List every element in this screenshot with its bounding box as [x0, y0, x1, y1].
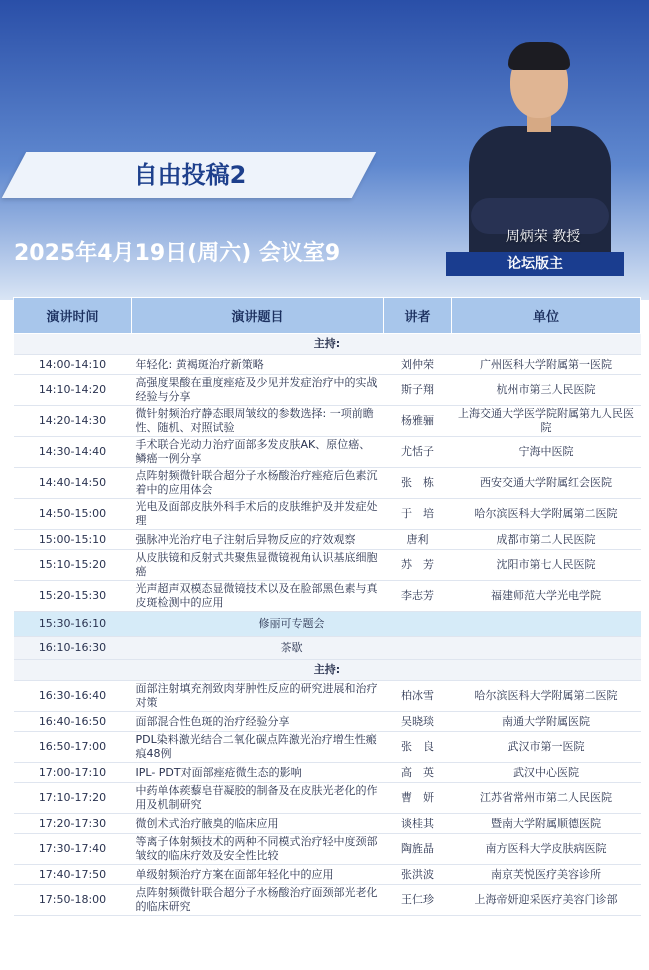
table-cell-topic: 年轻化: 黄褐斑治疗新策略	[132, 355, 384, 375]
tea-break-row	[14, 637, 641, 660]
table-cell-speaker: 杨雅骊	[384, 406, 452, 437]
table-cell-topic: 等离子体射频技术的两种不同模式治疗轻中度颈部皱纹的临床疗效及安全性比较	[132, 834, 384, 865]
table-row	[14, 499, 641, 530]
table-cell-time: 16:10-16:30	[14, 637, 132, 660]
table-cell-unit: 南方医科大学皮肤病医院	[452, 834, 641, 865]
table-cell-speaker: 李志芳	[384, 581, 452, 612]
table-cell-topic: 点阵射频微针联合超分子水杨酸治疗面颈部光老化的临床研究	[132, 885, 384, 916]
table-cell-time: 15:30-16:10	[14, 612, 132, 637]
section-label: 主持:	[14, 660, 641, 681]
host-name: 周炳荣 教授	[505, 229, 581, 245]
table-cell-time: 17:00-17:10	[14, 763, 132, 783]
session-title: 自由投稿2	[133, 161, 247, 189]
table-cell-topic: 微创术式治疗腋臭的临床应用	[132, 814, 384, 834]
section-title: 修丽可专题会	[132, 612, 452, 637]
table-cell-speaker: 苏 芳	[384, 550, 452, 581]
host-label-row	[14, 660, 641, 681]
table-cell-time: 14:00-14:10	[14, 355, 132, 375]
table-cell-time: 16:30-16:40	[14, 681, 132, 712]
table-cell-speaker: 斯子翔	[384, 375, 452, 406]
table-cell-empty	[452, 637, 641, 660]
table-cell-topic: PDL染料激光结合二氧化碳点阵激光治疗增生性瘢痕48例	[132, 732, 384, 763]
table-cell-unit: 西安交通大学附属红会医院	[452, 468, 641, 499]
table-row	[14, 406, 641, 437]
table-cell-time: 14:50-15:00	[14, 499, 132, 530]
table-header-row	[14, 298, 641, 334]
section-label: 主持:	[14, 334, 641, 355]
table-cell-topic: 面部混合性色斑的治疗经验分享	[132, 712, 384, 732]
special-session-row	[14, 612, 641, 637]
table-cell-speaker: 柏冰雪	[384, 681, 452, 712]
schedule-table	[13, 297, 641, 916]
table-cell-speaker: 陶旌晶	[384, 834, 452, 865]
table-cell-speaker: 谈桂其	[384, 814, 452, 834]
table-cell-unit: 宁海中医院	[452, 437, 641, 468]
table-row	[14, 885, 641, 916]
table-cell-unit: 哈尔滨医科大学附属第二医院	[452, 499, 641, 530]
table-cell-topic: 强脉冲光治疗电子注射后异物反应的疗效观察	[132, 530, 384, 550]
col-topic-header: 演讲题目	[132, 298, 384, 334]
table-cell-speaker: 曹 妍	[384, 783, 452, 814]
date-room: 2025年4月19日(周六) 会议室9	[14, 241, 341, 266]
host-role-badge: 论坛版主	[446, 252, 624, 276]
table-cell-topic: 面部注射填充剂致肉芽肿性反应的研究进展和治疗对策	[132, 681, 384, 712]
col-time-header: 演讲时间	[14, 298, 132, 334]
table-row	[14, 814, 641, 834]
table-cell-unit: 上海帝妍迎采医疗美容门诊部	[452, 885, 641, 916]
table-cell-time: 17:20-17:30	[14, 814, 132, 834]
table-row	[14, 834, 641, 865]
table-cell-topic: 点阵射频微针联合超分子水杨酸治疗痤疮后色素沉着中的应用体会	[132, 468, 384, 499]
col-unit-header: 单位	[452, 298, 641, 334]
section-title: 茶歇	[132, 637, 452, 660]
table-cell-unit: 沈阳市第七人民医院	[452, 550, 641, 581]
table-cell-time: 15:10-15:20	[14, 550, 132, 581]
table-cell-topic: 光电及面部皮肤外科手术后的皮肤维护及并发症处理	[132, 499, 384, 530]
table-cell-topic: 高强度果酸在重度痤疮及少见并发症治疗中的实战经验与分享	[132, 375, 384, 406]
table-row	[14, 550, 641, 581]
table-row	[14, 681, 641, 712]
table-cell-unit: 南京芙悦医疗美容诊所	[452, 865, 641, 885]
table-cell-time: 14:30-14:40	[14, 437, 132, 468]
table-cell-unit: 江苏省常州市第二人民医院	[452, 783, 641, 814]
table-cell-unit: 哈尔滨医科大学附属第二医院	[452, 681, 641, 712]
table-cell-unit: 广州医科大学附属第一医院	[452, 355, 641, 375]
table-cell-speaker: 高 英	[384, 763, 452, 783]
table-cell-unit: 武汉中心医院	[452, 763, 641, 783]
table-cell-speaker: 张 栋	[384, 468, 452, 499]
table-row	[14, 783, 641, 814]
table-row	[14, 375, 641, 406]
table-cell-time: 15:20-15:30	[14, 581, 132, 612]
table-cell-topic: 光声超声双模态显微镜技术以及在脸部黑色素与真皮斑检测中的应用	[132, 581, 384, 612]
table-row	[14, 581, 641, 612]
table-row	[14, 865, 641, 885]
table-cell-time: 17:40-17:50	[14, 865, 132, 885]
table-row	[14, 763, 641, 783]
table-cell-speaker: 唐利	[384, 530, 452, 550]
table-row	[14, 712, 641, 732]
table-cell-speaker: 刘仲荣	[384, 355, 452, 375]
table-cell-unit: 暨南大学附属顺德医院	[452, 814, 641, 834]
table-cell-time: 14:10-14:20	[14, 375, 132, 406]
table-cell-speaker: 尤恬子	[384, 437, 452, 468]
table-cell-unit: 杭州市第三人民医院	[452, 375, 641, 406]
table-cell-unit: 成都市第二人民医院	[452, 530, 641, 550]
table-row	[14, 530, 641, 550]
table-cell-topic: 单级射频治疗方案在面部年轻化中的应用	[132, 865, 384, 885]
table-cell-topic: 微针射频治疗静态眼周皱纹的参数选择: 一项前瞻性、随机、对照试验	[132, 406, 384, 437]
table-cell-speaker: 张 良	[384, 732, 452, 763]
table-cell-time: 15:00-15:10	[14, 530, 132, 550]
table-cell-topic: 中药单体蒺藜皂苷凝胶的制备及在皮肤光老化的作用及机制研究	[132, 783, 384, 814]
table-row	[14, 468, 641, 499]
table-cell-time: 17:10-17:20	[14, 783, 132, 814]
table-row	[14, 355, 641, 375]
host-portrait	[465, 38, 615, 256]
table-row	[14, 437, 641, 468]
table-cell-time: 16:40-16:50	[14, 712, 132, 732]
table-cell-speaker: 王仁珍	[384, 885, 452, 916]
table-cell-unit: 福建师范大学光电学院	[452, 581, 641, 612]
table-cell-speaker: 张洪波	[384, 865, 452, 885]
col-speaker-header: 讲者	[384, 298, 452, 334]
table-cell-time: 17:50-18:00	[14, 885, 132, 916]
table-cell-topic: 从皮肤镜和反射式共聚焦显微镜视角认识基底细胞癌	[132, 550, 384, 581]
table-cell-speaker: 吴晓琰	[384, 712, 452, 732]
table-row	[14, 732, 641, 763]
table-cell-empty	[452, 612, 641, 637]
host-label-row	[14, 334, 641, 355]
table-cell-unit: 武汉市第一医院	[452, 732, 641, 763]
table-cell-time: 14:40-14:50	[14, 468, 132, 499]
table-cell-time: 14:20-14:30	[14, 406, 132, 437]
table-cell-unit: 上海交通大学医学院附属第九人民医院	[452, 406, 641, 437]
table-cell-topic: IPL- PDT对面部痤疮微生态的影响	[132, 763, 384, 783]
table-cell-time: 17:30-17:40	[14, 834, 132, 865]
table-cell-topic: 手术联合光动力治疗面部多发皮肤AK、原位癌、鳞癌一例分享	[132, 437, 384, 468]
table-cell-speaker: 于 培	[384, 499, 452, 530]
portrait-hair	[508, 42, 570, 70]
table-cell-unit: 南通大学附属医院	[452, 712, 641, 732]
table-cell-time: 16:50-17:00	[14, 732, 132, 763]
